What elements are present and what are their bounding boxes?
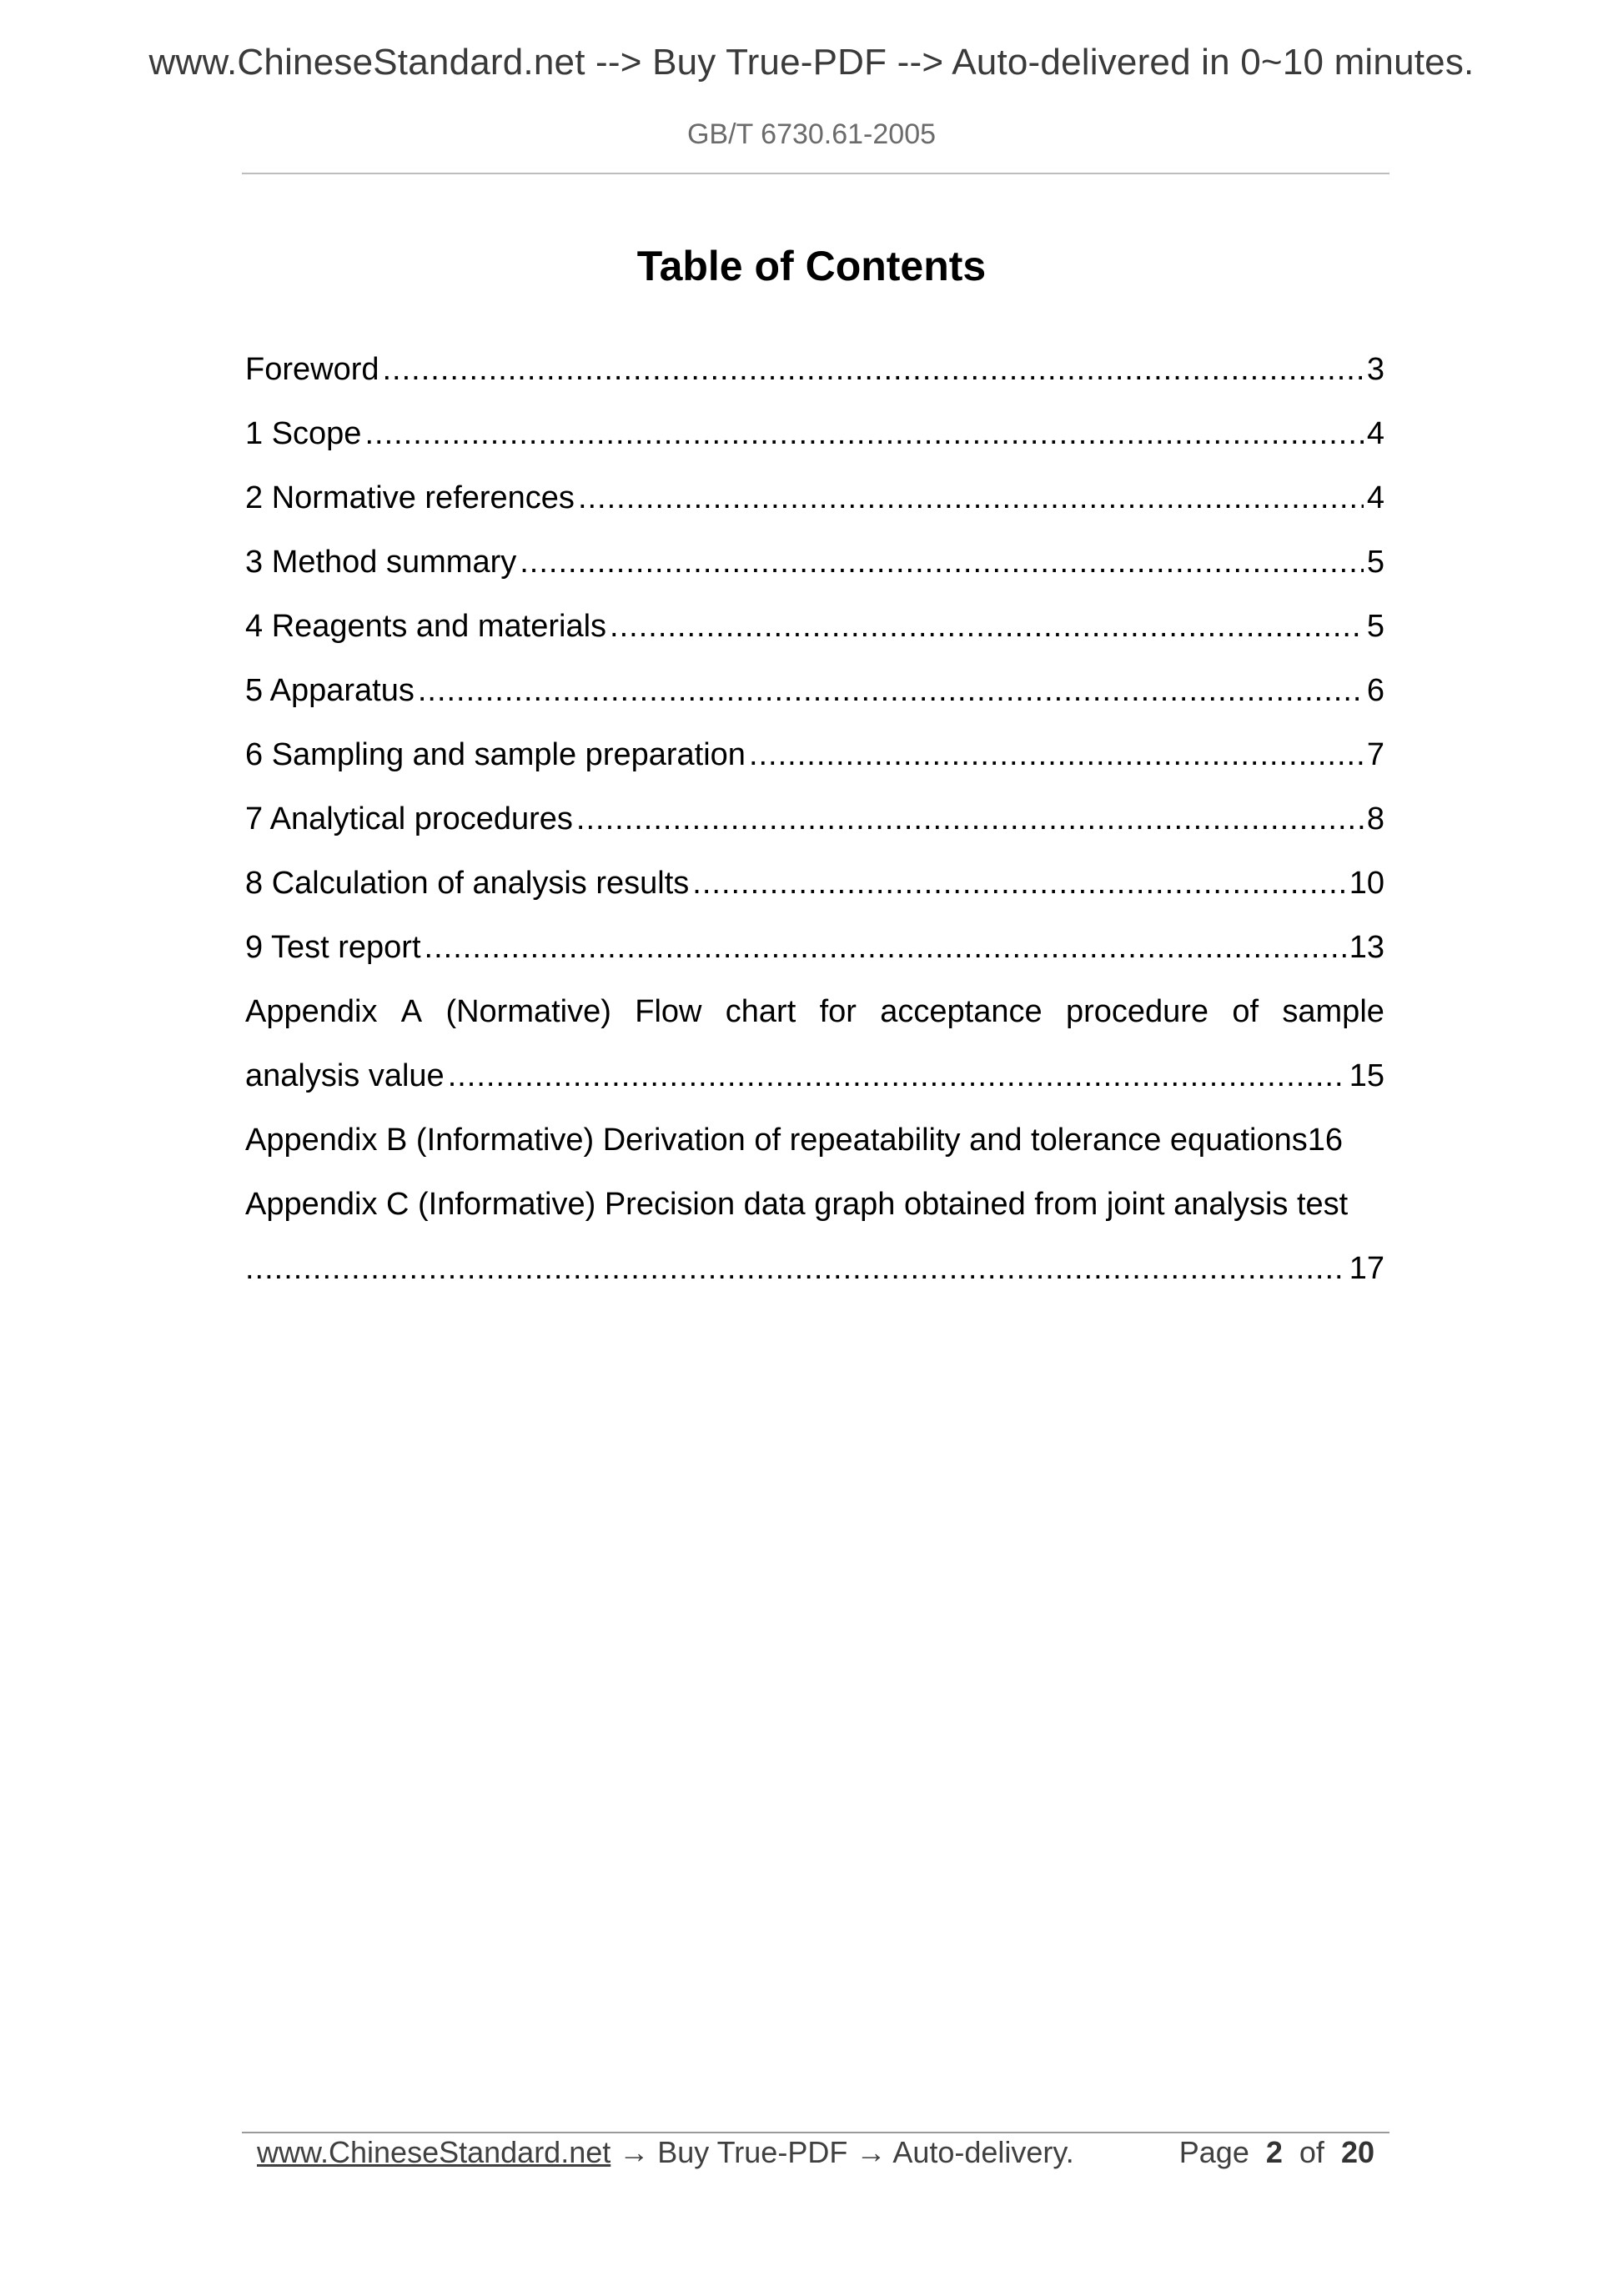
toc-entry-normative-references[interactable] bbox=[245, 466, 1384, 530]
toc-entry-foreword[interactable] bbox=[245, 338, 1384, 402]
standard-code: GB/T 6730.61-2005 bbox=[686, 118, 937, 150]
page-label: Page bbox=[1178, 2135, 1249, 2169]
toc-entry-label: Foreword bbox=[245, 352, 379, 387]
toc-entry-label: Appendix B (Informative) Derivation of repeatability and tolerance equations16 bbox=[245, 1123, 1343, 1158]
toc-word: for bbox=[819, 994, 857, 1029]
footer-promo bbox=[257, 2135, 1074, 2170]
toc-word: acceptance bbox=[880, 994, 1043, 1029]
dot-leader bbox=[749, 723, 1364, 787]
toc-word: Appendix bbox=[245, 994, 378, 1029]
dot-leader bbox=[425, 916, 1346, 980]
toc-entry-calculation[interactable] bbox=[245, 852, 1384, 916]
toc-entry-reagents[interactable] bbox=[245, 595, 1384, 659]
toc-title: Table of Contents bbox=[636, 243, 987, 289]
header-divider bbox=[242, 173, 1389, 174]
dot-leader bbox=[448, 1044, 1346, 1108]
page-number bbox=[1179, 2135, 1374, 2170]
toc-entry-page: 10 bbox=[1349, 866, 1384, 901]
toc-word: A bbox=[400, 994, 423, 1029]
toc-entry-page: 7 bbox=[1366, 737, 1384, 772]
toc-entry-sampling[interactable] bbox=[245, 723, 1384, 787]
toc-entry-label: 8 Calculation of analysis results bbox=[245, 866, 690, 901]
dot-leader bbox=[576, 787, 1364, 852]
toc-entry-label: 4 Reagents and materials bbox=[245, 609, 607, 644]
dot-leader bbox=[610, 595, 1364, 659]
toc-entry-test-report[interactable] bbox=[245, 916, 1384, 980]
toc-entry-label: 7 Analytical procedures bbox=[245, 801, 573, 837]
toc-entry-label: 9 Test report bbox=[245, 930, 421, 965]
toc-entry-label: Appendix C (Informative) Precision data graph obtained from joint analysis test bbox=[245, 1187, 1349, 1222]
toc-entry-appendix-a-line1[interactable] bbox=[245, 980, 1384, 1044]
toc-entry-page: 8 bbox=[1366, 801, 1384, 837]
footer-divider bbox=[242, 2132, 1389, 2133]
dot-leader bbox=[245, 1237, 1346, 1301]
toc-entry-appendix-c-line2[interactable] bbox=[245, 1237, 1384, 1301]
toc-word: (Normative) bbox=[445, 994, 611, 1029]
page-total: 20 bbox=[1340, 2135, 1374, 2169]
footer-link[interactable]: www.ChineseStandard.net bbox=[257, 2135, 611, 2169]
toc-entry-page: 5 bbox=[1366, 545, 1384, 580]
top-banner: www.ChineseStandard.net --> Buy True-PDF --> Auto-delivered in 0~10 minutes. bbox=[148, 42, 1475, 83]
toc-entry-label: 2 Normative references bbox=[245, 480, 575, 515]
toc-entry-page: 15 bbox=[1349, 1058, 1384, 1093]
toc-entry-page: 17 bbox=[1349, 1251, 1384, 1286]
toc-entry-label: 3 Method summary bbox=[245, 545, 517, 580]
toc-entry-page: 5 bbox=[1366, 609, 1384, 644]
toc-entry-label: 5 Apparatus bbox=[245, 673, 415, 708]
toc-word: sample bbox=[1282, 994, 1384, 1029]
toc-entry-appendix-c-line1[interactable] bbox=[245, 1173, 1384, 1237]
toc-entry-page: 3 bbox=[1366, 352, 1384, 387]
toc-word: procedure bbox=[1065, 994, 1209, 1029]
toc-entry-page: 13 bbox=[1349, 930, 1384, 965]
footer-promo-text: → Buy True-PDF → Auto-delivery. bbox=[611, 2135, 1074, 2169]
of-label: of bbox=[1299, 2135, 1324, 2169]
toc-entry-page: 4 bbox=[1366, 416, 1384, 451]
toc-word: chart bbox=[725, 994, 796, 1029]
toc-entry-scope[interactable] bbox=[245, 402, 1384, 466]
dot-leader bbox=[383, 338, 1364, 402]
toc-entry-apparatus[interactable] bbox=[245, 659, 1384, 723]
toc-entry-page: 4 bbox=[1366, 480, 1384, 515]
table-of-contents bbox=[245, 338, 1384, 1301]
toc-word: Flow bbox=[635, 994, 702, 1029]
toc-entry-label: 1 Scope bbox=[245, 416, 362, 451]
toc-entry-appendix-a-line2[interactable] bbox=[245, 1044, 1384, 1108]
dot-leader bbox=[578, 466, 1364, 530]
dot-leader bbox=[692, 852, 1345, 916]
dot-leader bbox=[418, 659, 1364, 723]
toc-word: of bbox=[1232, 994, 1259, 1029]
toc-entry-appendix-b[interactable] bbox=[245, 1108, 1384, 1173]
dot-leader bbox=[520, 530, 1364, 595]
toc-entry-label: analysis value bbox=[245, 1058, 445, 1093]
toc-entry-page: 6 bbox=[1366, 673, 1384, 708]
page-current: 2 bbox=[1265, 2135, 1283, 2169]
page-footer bbox=[257, 2135, 1383, 2177]
dot-leader bbox=[364, 402, 1363, 466]
toc-entry-method-summary[interactable] bbox=[245, 530, 1384, 595]
toc-entry-label: 6 Sampling and sample preparation bbox=[245, 737, 746, 772]
toc-entry-analytical-procedures[interactable] bbox=[245, 787, 1384, 852]
